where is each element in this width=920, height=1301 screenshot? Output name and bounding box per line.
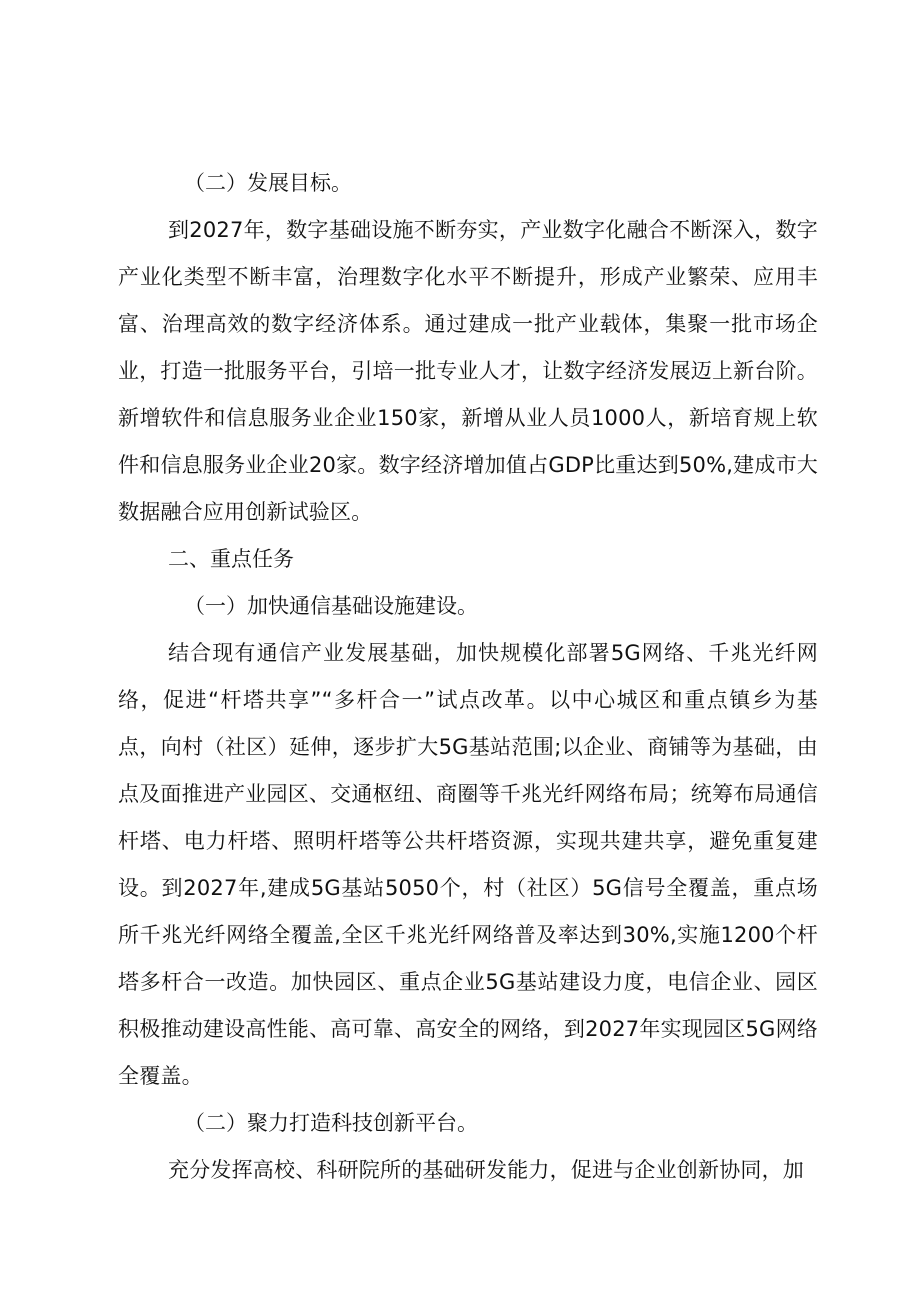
paragraph-innovation-platform: 充分发挥高校、科研院所的基础研发能力，促进与企业创新协同，加 [168, 1158, 804, 1182]
document-body [118, 160, 818, 1194]
paragraph-goals: 到2027年，数字基础设施不断夯实，产业数字化融合不断深入，数字产业化类型不断丰富，治理数字化水平不断提升，形成产业繁荣、应用丰富、治理高效的数字经济体系。通过建成一批产业载体，集聚一批市场企业，打造一批服务平台，引培一批专业人才，让数字经济发展迈上新台阶。新增软件和信息服务业企业150家，新增从业人员1000人，新培育规上软件和信息服务业企业20家。数字经济增加值占GDP比重达到50%,建成市大数据融合应用创新试验区。 [118, 218, 818, 524]
section-heading-development-goals: （二）发展目标。 [184, 171, 352, 195]
section-heading-communication-infrastructure: （一）加快通信基础设施建设。 [184, 594, 478, 618]
section-heading-key-tasks: 二、重点任务 [168, 547, 294, 571]
section-heading-innovation-platform: （二）聚力打造科技创新平台。 [184, 1111, 478, 1135]
paragraph-communication-infrastructure: 结合现有通信产业发展基础，加快规模化部署5G网络、千兆光纤网络，促进“杆塔共享”“多杆合一”试点改革。以中心城区和重点镇乡为基点，向村（社区）延伸，逐步扩大5G基站范围;以企业、商铺等为基础，由点及面推进产业园区、交通枢纽、商圈等千兆光纤网络布局；统筹布局通信杆塔、电力杆塔、照明杆塔等公共杆塔资源，实现共建共享，避免重复建设。到2027年,建成5G基站5050个，村（社区）5G信号全覆盖，重点场所千兆光纤网络全覆盖,全区千兆光纤网络普及率达到30%,实施1200个杆塔多杆合一改造。加快园区、重点企业5G基站建设力度，电信企业、园区积极推动建设高性能、高可靠、高安全的网络，到2027年实现园区5G网络全覆盖。 [118, 641, 818, 1088]
